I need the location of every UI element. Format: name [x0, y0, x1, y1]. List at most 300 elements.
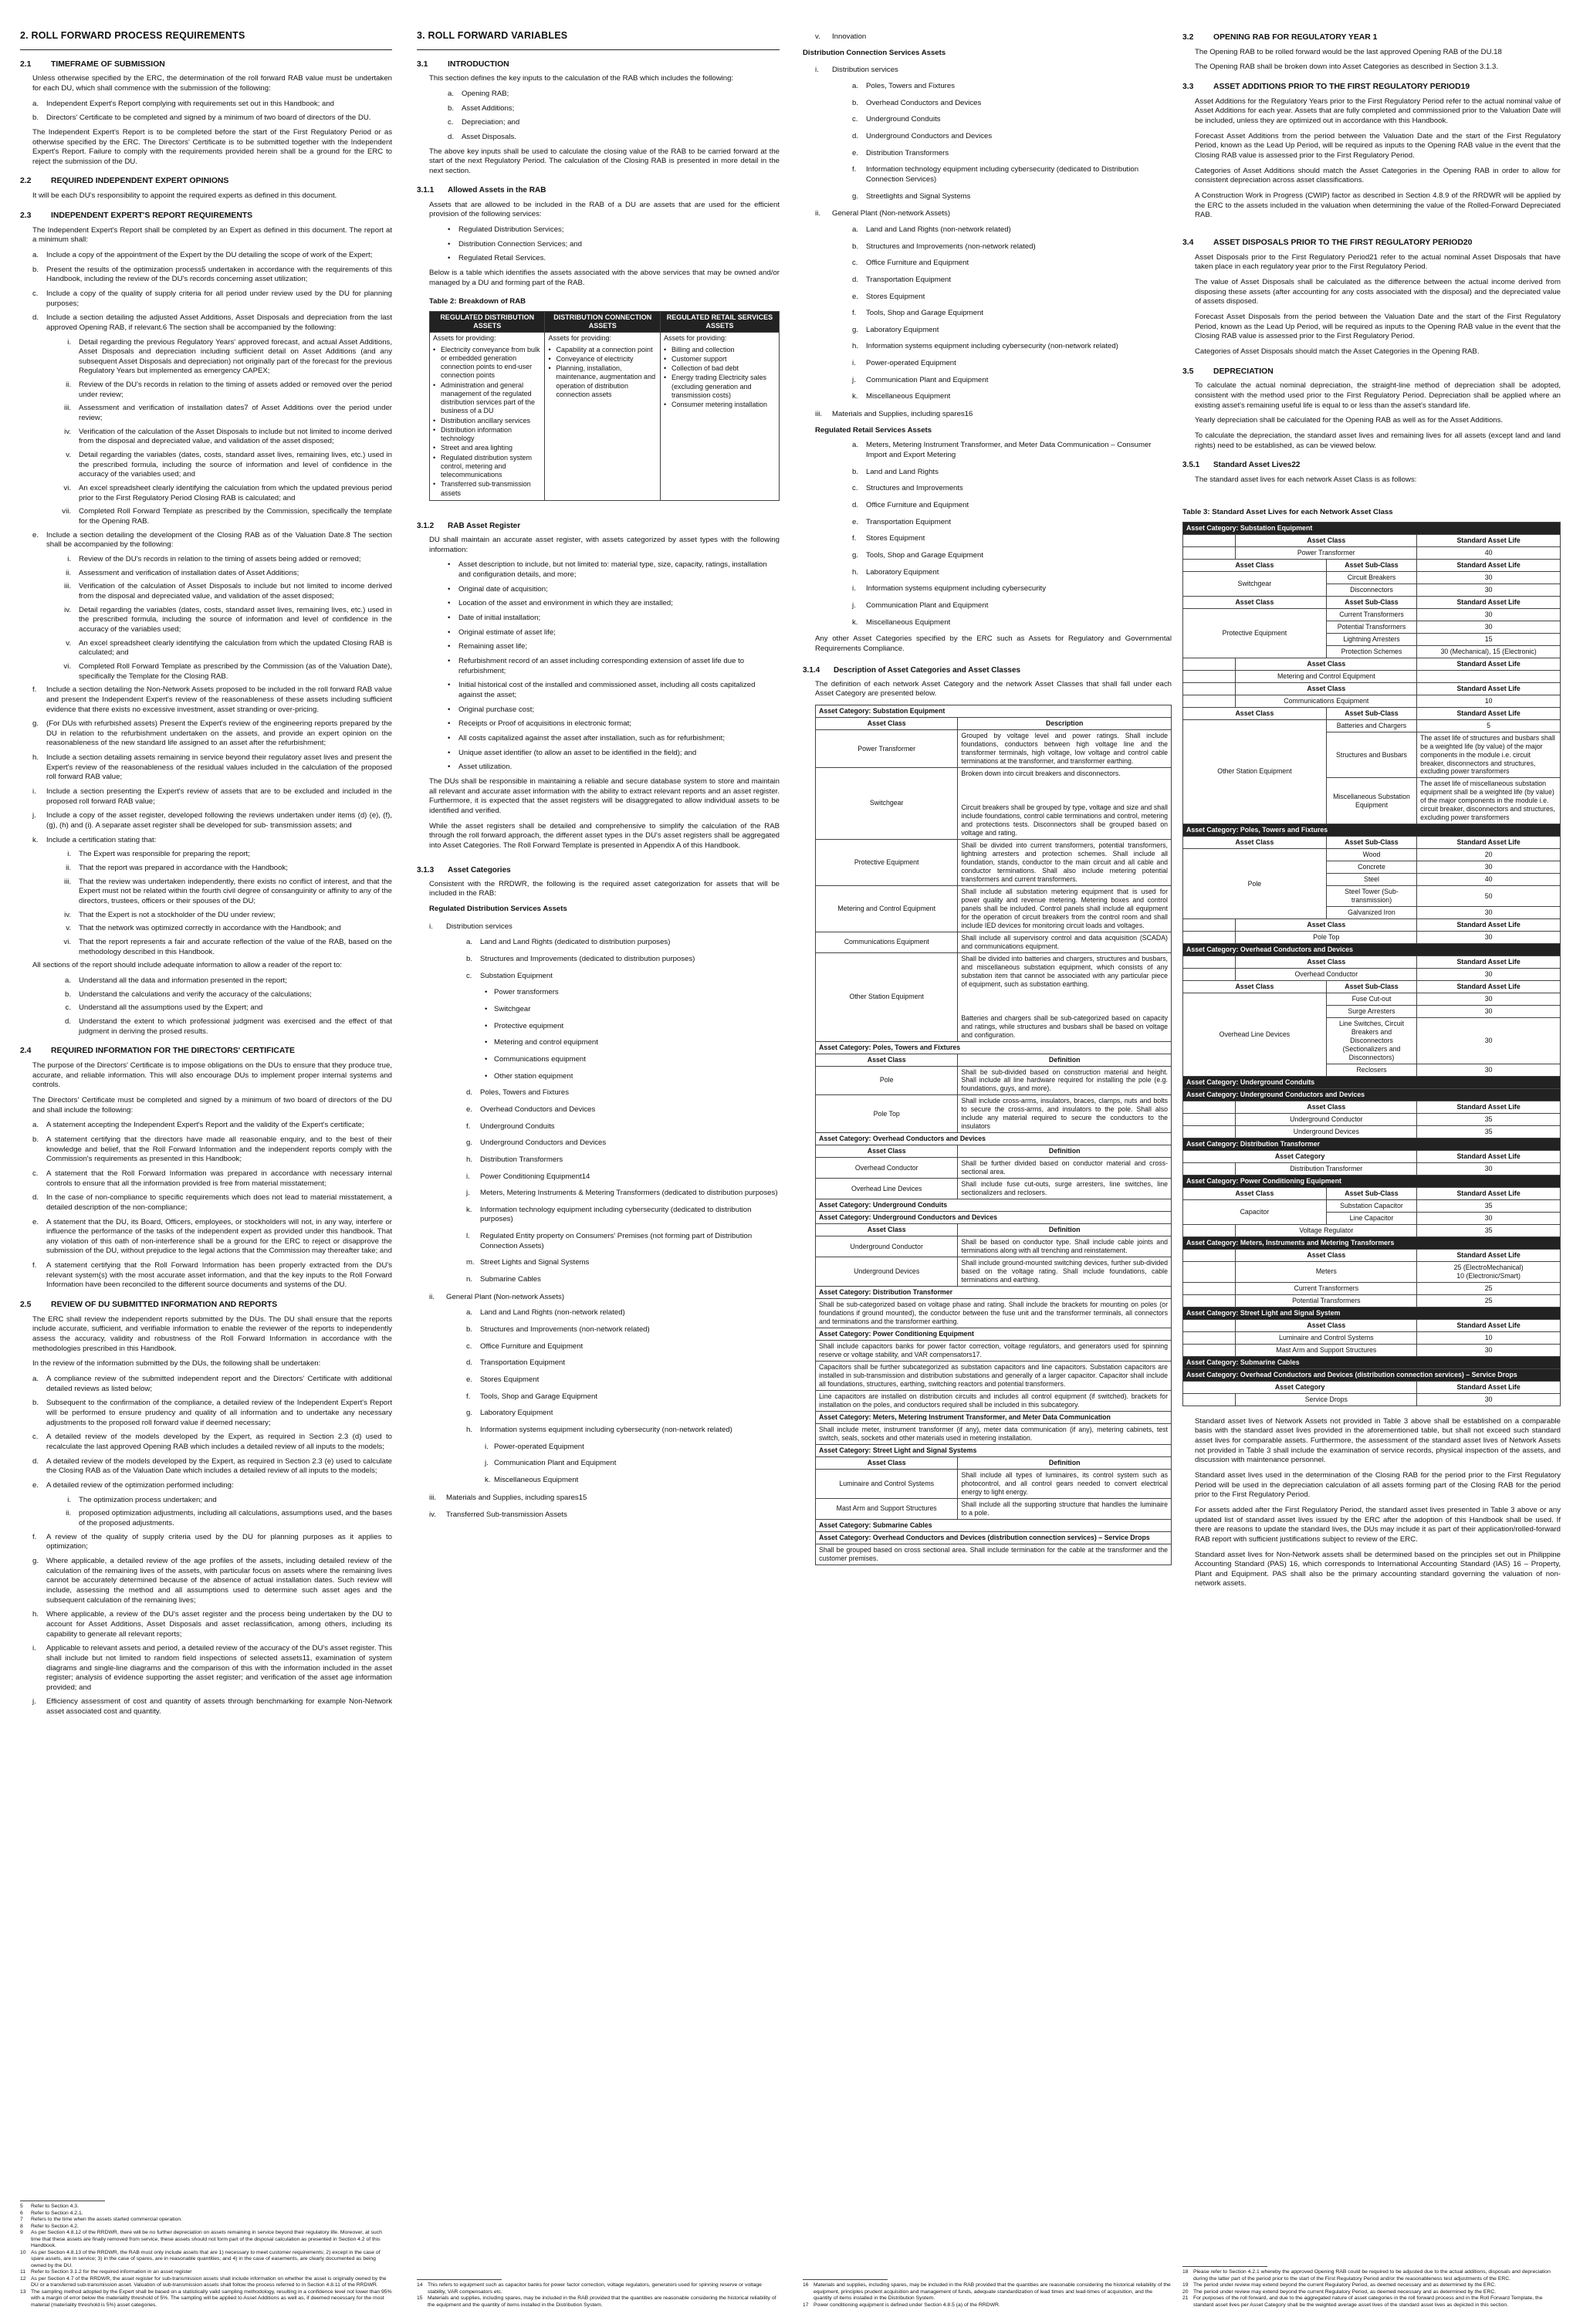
- table-caption: Table 2: Breakdown of RAB: [429, 297, 526, 306]
- list-item: b. Present the results of the optimization process5 undertaken in accordance with the requirements of this Handbook, including the review of the DU's records concerning asset utilization;: [32, 265, 392, 284]
- list-item: h. Where applicable, a review of the DU's asset register and the process being undertaken by the DU to account for Asset Additions, Asset Disposals and asset reclassification, among others, including its capability to generate all relevant reports;: [32, 1610, 392, 1639]
- table-cell: Asset Category: Meters, Instruments and Metering Transformers: [1183, 1236, 1561, 1249]
- paragraph: The Independent Expert's Report is to be completed before the start of the First Regulatory Period or as otherwise specified by the ERC. The Directors' Certificate is to be submitted together with the Independent Expert's Report. Failure to comply with the requirements provided herein shall be a ground for the ERC to reject the submission of the DU.: [32, 127, 392, 166]
- list-item: c. A statement that the Roll Forward Information was prepared in accordance with necessary internal controls to ensure that all the information provided is free from material misstatement;: [32, 1169, 392, 1188]
- table-cell: 30 (Mechanical), 15 (Electronic): [1417, 645, 1561, 658]
- table-row: Shall be sub-categorized based on voltage phase and rating. Shall include the brackets for mounting on poles (or foundations if ground mounted), the conductor between the fuse unit and the transformer terminals, all connectors and terminations and the transformer earthing.: [816, 1299, 1172, 1328]
- list-item: a. Meters, Metering Instrument Transformer, and Meter Data Communication – Consumer Import and Export Metering: [852, 441, 1152, 460]
- table-caption: Table 3: Standard Asset Lives for each Network Asset Class: [1182, 508, 1393, 517]
- footnote: 18 Please refer to Section 4.2.1 whereby the approved Opening RAB could be required to be adjusted due to the actual additions, disposals and depreciation during the latter part of the period prior to the start of the First Regulatory Period and/or the reasonableness test adjustments of the ERC.: [1182, 2269, 1551, 2282]
- table-row: Protective Equipment Shall be divided into current transformers, potential transformers, lightning arresters and protection schemes. Shall include all foundation, stands, conductor to the main circuit and all cable and conductor terminations. Shall also include metering potential transformers and current transformers.: [816, 839, 1172, 885]
- list-item: d. Transportation Equipment: [466, 1358, 566, 1368]
- table-cell: Asset Class: [1236, 919, 1417, 932]
- list-item: iv. That the Expert is not a stockholder of the DU under review;: [64, 910, 276, 919]
- list-item: c. Include a copy of the quality of supply criteria for all period under review used by the DU for planning purposes;: [32, 289, 392, 308]
- list-item: f. Underground Conduits: [466, 1121, 555, 1131]
- column-4: [1182, 23, 1561, 2309]
- table-header: Asset Class: [816, 1456, 958, 1469]
- list-item: iv. Transferred Sub-transmission Assets: [429, 1510, 567, 1520]
- table-cell: [1183, 956, 1236, 969]
- table-cell: Standard Asset Life: [1417, 956, 1561, 969]
- bullet-item: • Metering and control equipment: [485, 1038, 598, 1047]
- paragraph: DU shall maintain an accurate asset register, with assets categorized by asset types with the following information:: [429, 536, 780, 554]
- list-item: a. Independent Expert's Report complying with requirements set out in this Handbook; and: [32, 99, 335, 108]
- list-item: b. Land and Land Rights: [852, 467, 939, 476]
- table-cell: Asset Class: [1236, 534, 1417, 546]
- paragraph: The Independent Expert's Report shall be completed by an Expert as defined in this document. The report at a minimum shall:: [32, 225, 392, 245]
- table-row: Switchgear Broken down into circuit breakers and disconnectors. Circuit breakers shall be grouped by type, voltage and size and shall include foundations, control cable terminations and control, metering and protections tests. Disconnectors shall be grouped based on voltage and rating.: [816, 768, 1172, 840]
- table-cell: Asset Category: Overhead Conductors and Devices (distribution connection services) – Service Drops: [1183, 1368, 1561, 1381]
- bullet-item: • Communications equipment: [485, 1054, 586, 1064]
- table-header: REGULATED RETAIL SERVICES ASSETS: [660, 311, 779, 333]
- table-row: Overhead Line Devices Shall include fuse cut-outs, surge arresters, line switches, line sectionalizers and reclosers.: [816, 1179, 1172, 1199]
- column-3: [803, 23, 1172, 2309]
- table-cell: Asset Category: [1183, 1150, 1417, 1162]
- table-header: Definition: [958, 1145, 1172, 1158]
- table-cell: Asset Category: Submarine Cables: [1183, 1356, 1561, 1368]
- list-item: d. Transportation Equipment: [852, 275, 952, 284]
- list-item: iii. Materials and Supplies, including spares15: [429, 1493, 587, 1502]
- table-cell: Asset Category: Poles, Towers and Fixtures: [1183, 824, 1561, 837]
- table-cell: Wood: [1326, 849, 1416, 861]
- table-cell: Miscellaneous Substation Equipment: [1326, 778, 1416, 824]
- list-item: ii. That the report was prepared in accordance with the Handbook;: [66, 864, 288, 873]
- list-item: j. Communication Plant and Equipment: [852, 600, 989, 610]
- table-cell: 30: [1417, 1393, 1561, 1406]
- table-cell: Standard Asset Life: [1417, 707, 1561, 719]
- table-cell: Standard Asset Life: [1417, 1381, 1561, 1393]
- table-cell: Asset Sub-Class: [1326, 1187, 1416, 1199]
- list-item: c. Structures and Improvements: [852, 484, 963, 493]
- column-1: [20, 23, 392, 2309]
- table-bullet: • Distribution ancillary services: [433, 416, 531, 425]
- table-cell: Circuit Breakers: [1326, 571, 1416, 584]
- table-cell: Disconnectors: [1326, 584, 1416, 596]
- table-cell: Standard Asset Life: [1417, 1249, 1561, 1261]
- list-item: h. Laboratory Equipment: [852, 567, 939, 577]
- bullet-item: • All costs capitalized against the asset after installation, such as for refurbishment;: [448, 733, 726, 743]
- table-cell: [1183, 682, 1236, 695]
- paragraph: The purpose of the Directors' Certificate is to impose obligations on the DUs to ensure that they produce true, accurate, and reliable information. This will also encourage DUs to implement proper internal systems and controls.: [32, 1061, 392, 1090]
- table-row: Shall include capacitors banks for power factor correction, voltage regulators, and generators used for spinning reserve or voltage stability, and VAR compensators17.: [816, 1341, 1172, 1362]
- table-cell: Voltage Regulator: [1236, 1224, 1417, 1236]
- list-item: c. Depreciation; and: [448, 118, 520, 127]
- list-item: j. Efficiency assessment of cost and quantity of assets through benchmarking for example Non-Network asset associated cost and quantity.: [32, 1697, 392, 1717]
- table-cell: 30: [1417, 1212, 1561, 1224]
- list-item: ii. Assessment and verification of installation dates of Asset Additions;: [66, 568, 299, 577]
- table-cell: Distribution Transformer: [1236, 1162, 1417, 1175]
- subsection-heading: 2.4 REQUIRED INFORMATION FOR THE DIRECTORS' CERTIFICATE: [20, 1047, 295, 1056]
- list-item: vii. Completed Roll Forward Template as prescribed by the Commission, specifically the template for the Opening RAB.: [62, 507, 392, 526]
- table-cell: Mast Arm and Support Structures: [1236, 1344, 1417, 1356]
- bullet-item: • Power transformers: [485, 988, 559, 997]
- table-cell: 10: [1417, 1331, 1561, 1344]
- table-category-row: Asset Category: Substation Equipment: [816, 705, 1172, 718]
- table-cell: Protective Equipment: [1183, 608, 1327, 658]
- bullet-item: • Regulated Distribution Services;: [448, 225, 564, 234]
- table-cell: Concrete: [1326, 861, 1416, 874]
- table-cell: Underground Devices: [1236, 1125, 1417, 1138]
- list-item: c. Office Furniture and Equipment: [852, 259, 969, 268]
- paragraph: While the asset registers shall be detailed and comprehensive to simplify the calculation of the RAB through the roll forward approach, the different asset types in the DU's asset registers shall be aggregated into Asset Categories. The Roll Forward Template is presented in Appendix A of this Handbook.: [429, 821, 780, 850]
- table-row: Shall be grouped based on cross sectional area. Shall include termination for the cable at the transformer and the customer premises.: [816, 1544, 1172, 1565]
- list-item: f. Tools, Shop and Garage Equipment: [466, 1392, 598, 1401]
- paragraph: For assets added after the First Regulatory Period, the standard asset lives presented in Table 3 above or any updated list of standard asset lives issued by the ERC after the adoption of this Handbook shall be used. If there are reasons to update the standard lives, the DUs may include it as part of their application/rolled-forward RAB report with sufficient justifications subject to review of the ERC.: [1195, 1505, 1561, 1544]
- paragraph: Any other Asset Categories specified by the ERC such as Assets for Regulatory and Governmental Requirements Compliance.: [815, 634, 1172, 653]
- list-item: g. Laboratory Equipment: [852, 325, 939, 334]
- bullet-item: • Switchgear: [485, 1004, 531, 1013]
- list-item: k. Miscellaneous Equipment: [485, 1475, 579, 1484]
- table-row: Pole Shall be sub-divided based on construction material and height. Shall include all line hardware required for installing the pole (e.g. foundations, guys, and more).: [816, 1066, 1172, 1095]
- paragraph: Forecast Asset Additions from the period between the Valuation Date and the start of the First Regulatory Period, known as the Lead Up Period, will be required as inputs to the Opening RAB value in the event that the Closing RAB value is assessed prior to the First Regulatory Period.: [1195, 131, 1561, 161]
- table-cell: Asset Class: [1236, 682, 1417, 695]
- bullet-item: • Distribution Connection Services; and: [448, 239, 582, 249]
- list-item: e. Overhead Conductors and Devices: [466, 1104, 596, 1114]
- bullet-item: • Original date of acquisition;: [448, 584, 548, 594]
- paragraph: Yearly depreciation shall be calculated for the Opening RAB as well as for the Asset Additions.: [1195, 416, 1504, 425]
- table-cell: Asset Class: [1183, 559, 1327, 571]
- table-cell: Asset Category: [1183, 1381, 1417, 1393]
- subsection-heading: 3.1.1 Allowed Assets in the RAB: [417, 186, 546, 195]
- table-cell: Capacitor: [1183, 1199, 1327, 1224]
- footnotes: [20, 2197, 392, 2309]
- list-item: m. Street Lights and Signal Systems: [466, 1258, 590, 1267]
- table-header: Definition: [958, 1224, 1172, 1236]
- table-cell: 25: [1417, 1294, 1561, 1307]
- table-cell: 5: [1417, 719, 1561, 732]
- paragraph: Standard asset lives used in the determination of the Closing RAB for the period prior to the First Regulatory Period will be used in the depreciation calculation of all assets forming part of the Closing RAB for the period prior to the First Regulatory Period.: [1195, 1470, 1561, 1500]
- list-item: a. Land and Land Rights (dedicated to distribution purposes): [466, 938, 671, 947]
- list-item: a. A compliance review of the submitted independent report and the Directors' Certificate with additional detailed reviews as listed below;: [32, 1375, 392, 1393]
- footnote: 16 Materials and supplies, including spares, may be included in the RAB provided that the quantities are reasonable considering the historical reliability of the equipment, principles prudent acquisition and management of funds, adequate standardization of lead times and lead-times of acquisition, and the quantity of items installed in the Distribution System.: [803, 2282, 1171, 2302]
- table-cell: 40: [1417, 546, 1561, 559]
- list-item: f. A statement certifying that the Roll Forward Information has been properly extracted from the DU's relevant system(s) with the most accurate asset information, and that the key inputs to the Roll Forward Information have been reconciled to the different source documents and systems of the DU.: [32, 1261, 392, 1290]
- list-item: g. Where applicable, a detailed review of the age profiles of the assets, including detailed review of the calculation of the remaining lives of the assets, with particular focus on assets where the remaining lives cannot be accurately determined because of the absence of actual installation dates. Such review will include, assessing the method and all assumptions used to determine such asset ages and the subsequent calculation of the remaining lives;: [32, 1556, 392, 1605]
- column-2: [417, 23, 780, 2309]
- table-cell: Standard Asset Life: [1417, 1187, 1561, 1199]
- table-cell: 30: [1417, 907, 1561, 919]
- list-item: h. Information systems equipment including cybersecurity (non-network related): [466, 1426, 732, 1435]
- footnote: 9 As per Section 4.8.12 of the RRDWR, there will be no further depreciation on assets remaining in service beyond their regulatory life. Moreover, at such time that these assets are finally removed from service, these assets should not form part of the disposal calculation as presented in Section 4.2 of this Handbook.: [20, 2230, 382, 2249]
- paragraph: The ERC shall review the independent reports submitted by the DUs. The DU shall ensure that the reports include accurate, sufficient, and verifiable information to enable the reviewer of the reports to independently assess the accuracy, validity and robustness of the Roll Forward Information in accordance with the methodologies prescribed in this Handbook.: [32, 1314, 392, 1353]
- table-cell: Reclosers: [1326, 1064, 1416, 1077]
- table-cell: Asset Category: Distribution Transformer: [1183, 1138, 1561, 1150]
- list-item: vi. Completed Roll Forward Template as prescribed by the Commission (as of the Valuation Date), specifically the Template for the Closing RAB.: [63, 661, 392, 681]
- list-item: i. Distribution services: [815, 66, 898, 75]
- paragraph: Standard asset lives for Non-Network assets shall be determined based on the principles set out in Philippine Accounting Standard (PAS) 16, which corresponds to International Accounting Standard (IAS) 16 – Property, Plant and Equipment. PAS shall also be the primary accounting standard governing the valuation of non-network assets.: [1195, 1550, 1561, 1588]
- list-item: a. Land and Land Rights (non-network related): [852, 225, 1011, 234]
- footnote: 14 This refers to equipment such as capacitor banks for power factor correction, voltage regulators, generators used for spinning reserve or voltage stability, VAR compensators etc.: [417, 2282, 762, 2295]
- table-cell: Standard Asset Life: [1417, 1101, 1561, 1114]
- table-cell: Asset Category: Power Conditioning Equipment: [1183, 1175, 1561, 1187]
- paragraph: Consistent with the RRDWR, the following is the required asset categorization for assets that will be included in the RAB:: [429, 879, 780, 898]
- list-item: j. Meters, Metering Instruments & Metering Transformers (dedicated to distribution purposes): [466, 1189, 778, 1198]
- paragraph: Assets that are allowed to be included in the RAB of a DU are assets that are used for the efficient provision of the following services:: [429, 200, 780, 219]
- table-cell: 30: [1417, 1344, 1561, 1356]
- paragraph: Asset Additions for the Regulatory Years prior to the First Regulatory Period refer to the actual nominal value of Asset Additions for each year. Assets that are fully completed and commissioned prior to the Valuation Date will be included, unless they are optimized out in accordance with this Handbook.: [1195, 96, 1561, 126]
- list-item: i. Information systems equipment including cybersecurity: [852, 584, 1047, 594]
- table-category-row: Asset Category: Power Conditioning Equipment: [816, 1328, 1172, 1341]
- table-category-row: Asset Category: Submarine Cables: [816, 1519, 1172, 1531]
- table-cell: Asset Class: [1183, 981, 1327, 993]
- standard-asset-lives-table: [1182, 522, 1561, 1406]
- paragraph: It will be each DU's responsibility to appoint the required experts as defined in this document.: [32, 191, 337, 201]
- subsection-heading: 3.2 OPENING RAB FOR REGULATORY YEAR 1: [1182, 33, 1378, 42]
- table-bullet: • Regulated distribution system control, metering and telecommunications: [433, 453, 533, 479]
- list-item: a. A statement accepting the Independent Expert's Report and the validity of the Expert's certificate;: [32, 1121, 364, 1130]
- table-cell: Service Drops: [1236, 1393, 1417, 1406]
- list-item: n. Submarine Cables: [466, 1275, 541, 1284]
- paragraph: In the review of the information submitted by the DUs, the following shall be undertaken:: [32, 1359, 321, 1368]
- footnote: 17 Power conditioning equipment is defined under Section 4.8.5 (a) of the RRDWR.: [803, 2302, 1000, 2308]
- table-cell: 30: [1417, 932, 1561, 944]
- table-cell: 30: [1417, 621, 1561, 633]
- paragraph: The Opening RAB shall be broken down into Asset Categories as described in Section 3.1.3.: [1195, 63, 1499, 72]
- paragraph: The Directors' Certificate must be completed and signed by a minimum of two board of directors of the DU and shall include the following:: [32, 1095, 392, 1115]
- subsection-heading: 2.1 TIMEFRAME OF SUBMISSION: [20, 59, 165, 69]
- table-category-row: Asset Category: Overhead Conductors and Devices (distribution connection services) – Service Drops: [816, 1531, 1172, 1544]
- subsection-heading: 2.5 REVIEW OF DU SUBMITTED INFORMATION AND REPORTS: [20, 1301, 278, 1310]
- list-item: iv. Detail regarding the variables (dates, costs, standard asset lives, remaining lives, etc.) used in the prescribed formula, including the source of information and level of confidence in the accuracy of the variables used;: [64, 605, 392, 634]
- list-heading: Distribution Connection Services Assets: [803, 48, 946, 57]
- table-cell: Asset Class: [1236, 1101, 1417, 1114]
- table-cell: [1183, 1249, 1236, 1261]
- bullet-item: • Regulated Retail Services.: [448, 254, 546, 263]
- list-heading: Regulated Distribution Services Assets: [429, 905, 567, 914]
- table-bullet: • Consumer metering installation: [663, 401, 768, 409]
- table-cell: [1183, 932, 1236, 944]
- footnote: 8 Refer to Section 4.2.: [20, 2223, 79, 2229]
- list-item: e. A detailed review of the optimization performed including:: [32, 1481, 234, 1490]
- table-cell: 35: [1417, 1199, 1561, 1212]
- list-item: c. A detailed review of the models developed by the Expert, as required in Section 2.3 (d) used to recalculate the last approved Opening RAB which includes a detailed review of all inputs to the models;: [32, 1433, 392, 1452]
- section-heading: 2. ROLL FORWARD PROCESS REQUIREMENTS: [20, 29, 392, 50]
- paragraph: Below is a table which identifies the assets associated with the above services that may be owned and/or managed by a DU and forming part of the RAB.: [429, 268, 780, 287]
- table-cell: Pole Top: [1236, 932, 1417, 944]
- paragraph: To calculate the depreciation, the standard asset lives and remaining lives for all assets (except land and land rights) need to be established, as can be viewed below.: [1195, 431, 1561, 450]
- table-cell: Line Capacitor: [1326, 1212, 1416, 1224]
- footnote: 7 Refers to the time when the assets started commercial operation.: [20, 2217, 183, 2223]
- list-item: l. Regulated Entity property on Consumers' Premises (not forming part of Distribution Connection Assets): [466, 1232, 753, 1250]
- table-cell: Fuse Cut-out: [1326, 993, 1416, 1006]
- table-cell: [1183, 1331, 1236, 1344]
- list-item: k. Miscellaneous Equipment: [852, 617, 951, 627]
- table-cell: [1183, 1393, 1236, 1406]
- paragraph: Unless otherwise specified by the ERC, the determination of the roll forward RAB value must be undertaken for each DU, which shall commence with the submission of the following:: [32, 74, 392, 93]
- list-item: a. Understand all the data and information presented in the report;: [64, 976, 287, 985]
- table-cell: [1183, 969, 1236, 981]
- table-cell: 30: [1417, 1064, 1561, 1077]
- table-cell: Potential Transformers: [1326, 621, 1416, 633]
- table-cell: Asset Class: [1183, 707, 1327, 719]
- list-heading: Regulated Retail Services Assets: [815, 425, 932, 435]
- list-item: h. Include a section detailing assets remaining in service beyond their regulatory asset lives and present the Expert's review of the reasonableness of the residual values included in the calculation of the proposed roll forward RAB value;: [32, 753, 392, 782]
- paragraph: The value of Asset Disposals shall be calculated as the difference between the actual income derived from disposing these assets (after accounting for any costs associated with the disposal) and the depreciated value of assets disposed.: [1195, 278, 1561, 306]
- table-cell: [1183, 658, 1236, 670]
- list-item: i. Power Conditioning Equipment14: [466, 1172, 590, 1181]
- rab-breakdown-table: [429, 311, 780, 501]
- list-item: i. Include a section presenting the Expert's review of assets that are to be excluded and included in the proposed roll forward RAB value;: [32, 787, 392, 806]
- paragraph: Asset Disposals prior to the First Regulatory Period21 refer to the actual nominal Asset Disposals that have taken place in each regulatory year prior to the First Regulatory Period.: [1195, 252, 1561, 272]
- list-item: g. Streetlights and Signal Systems: [852, 191, 971, 201]
- table-header: DISTRIBUTION CONNECTION ASSETS: [545, 311, 660, 333]
- table-cell: Potential Transformers: [1236, 1294, 1417, 1307]
- paragraph: This section defines the key inputs to the calculation of the RAB which includes the following:: [429, 74, 734, 83]
- subsection-heading: 3.1.2 RAB Asset Register: [417, 521, 521, 530]
- table-cell: Asset Category: Street Light and Signal System: [1183, 1307, 1561, 1319]
- table-cell: Steel: [1326, 874, 1416, 886]
- table-cell: Standard Asset Life: [1417, 596, 1561, 608]
- table-cell: Asset Category: Underground Conductors and Devices: [1183, 1089, 1561, 1101]
- table-cell: 30: [1417, 1006, 1561, 1018]
- table-row: Capacitors shall be further subcategorized as substation capacitors and line capacitors. Substation capacitors are installed in sub-transmission and distribution substations and generally of a larger capacitor. Capacitor shall include all foundations, structures, earthing, switching reactors and potential transformers.: [816, 1362, 1172, 1391]
- list-item: d. Underground Conductors and Devices: [852, 131, 993, 140]
- table-cell: Meters: [1236, 1261, 1417, 1282]
- list-item: iii. That the review was undertaken independently, there exists no conflict of interest, and that the Expert must not be related within the fourth civil degree of consanguinity or affinity to any of the directors, trustees, officers or their spouses of the DU;: [63, 877, 392, 906]
- table-cell: Overhead Line Devices: [1183, 993, 1327, 1077]
- table-cell: Protection Schemes: [1326, 645, 1416, 658]
- list-item: a. Include a copy of the appointment of the Expert by the DU detailing the scope of work of the Expert;: [32, 250, 373, 259]
- table-cell: Asset Category: Substation Equipment: [1183, 522, 1561, 534]
- table-bullet: • Capability at a connection point: [548, 345, 653, 354]
- table-cell: Asset Class: [1236, 658, 1417, 670]
- table-cell: [1183, 546, 1236, 559]
- subsection-heading: 3.4 ASSET DISPOSALS PRIOR TO THE FIRST REGULATORY PERIOD20: [1182, 238, 1473, 247]
- table-cell: Luminaire and Control Systems: [1236, 1331, 1417, 1344]
- list-item: b. A statement certifying that the directors have made all reasonable enquiry, and to the best of their knowledge and belief, that the Roll Forward Information and the independent reports comply with the Commission's requirements as presented in this Handbook;: [32, 1135, 392, 1164]
- table-cell: Asset Class: [1236, 1319, 1417, 1331]
- table-bullet: • Transferred sub-transmission assets: [433, 480, 531, 497]
- list-item: b. Understand the calculations and verify the accuracy of the calculations;: [64, 989, 312, 999]
- list-item: i. Detail regarding the previous Regulatory Years' approved forecast, and actual Asset Additions, Asset Disposals and depreciation including sufficient detail on Asset Additions (and any subsequent Asset Disposals and depreciation) not originally part of the forecast for the previous Regulatory Years but implemented as emergency CAPEX;: [67, 337, 392, 376]
- list-item: b. Subsequent to the confirmation of the compliance, a detailed review of the Independent Expert's Report will be performed to ensure prudency and quality of all information and to undertake any necessary adjustments to the proposed roll forward value if deemed necessary;: [32, 1399, 392, 1427]
- table-cell: Steel Tower (Sub-transmission): [1326, 886, 1416, 907]
- table-cell: Structures and Busbars: [1326, 732, 1416, 778]
- footnote: 12 As per Section 4.7 of the RRDWR, the asset register for sub-transmission assets shall include information on whether the asset is originally owned by the DU or a transferred sub-transmission asset. Valuation of sub-transmission assets shall follow the process referred to in Section 4.8.11 of the RRDWR.: [20, 2275, 387, 2288]
- table-cell: The asset life of miscellaneous substation equipment shall be a weighted life (by value) of the major components in the module i.e. circuit breaker, disconnectors and structures, excluding power transformers: [1417, 778, 1561, 824]
- table-cell: [1183, 1282, 1236, 1294]
- table-cell: Surge Arresters: [1326, 1006, 1416, 1018]
- list-item: b. Directors' Certificate to be completed and signed by a minimum of two board of directors of the DU.: [32, 113, 371, 123]
- list-item: d. A detailed review of the models developed by the Expert, as required in Section 2.3 (e) used to calculate the Closing RAB as of the Valuation Date which includes a detailed review of all inputs to the models;: [32, 1456, 392, 1476]
- footnote: 20 The period under review may extend beyond the current Regulatory Period, as deemed necessary and as determined by the ERC.: [1182, 2288, 1497, 2295]
- table-cell: Asset Class: [1183, 596, 1327, 608]
- list: [32, 100, 392, 123]
- bullet-item: • Asset description to include, but not limited to: material type, size, capacity, ratings, installation and configuration details, and more;: [448, 560, 767, 580]
- table-header: Asset Class: [816, 1224, 958, 1236]
- list-item: v. Detail regarding the variables (dates, costs, standard asset lives, remaining lives, etc.) used in the prescribed formula, including the source of information and level of confidence in the accuracy of the variables used; and: [66, 451, 392, 479]
- list-item: b. Structures and Improvements (non-network related): [466, 1325, 650, 1335]
- paragraph: Categories of Asset Additions should match the Asset Categories in the Opening RAB in order to allow for consistent depreciation across asset classifications.: [1195, 166, 1561, 185]
- table-bullet: • Energy trading Electricity sales (excluding generation and transmission costs): [663, 374, 767, 399]
- table-cell: Other Station Equipment: [1183, 719, 1327, 824]
- list-item: d. In the case of non-compliance to specific requirements which does not lead to material misstatement, a detailed description of the non-compliance;: [32, 1193, 392, 1212]
- list-item: f. Information technology equipment including cybersecurity (dedicated to Distribution Connection Services): [852, 165, 1139, 184]
- table-row: Overhead Conductor Shall be further divided based on conductor material and cross-sectional area.: [816, 1158, 1172, 1179]
- table-bullet: • Collection of bad debt: [663, 364, 739, 373]
- table-bullet: • Administration and general management of the regulated distribution services part of the business of a DU: [433, 381, 536, 415]
- table-cell: Standard Asset Life: [1417, 658, 1561, 670]
- table-bullet: • Customer support: [663, 354, 727, 363]
- paragraph: Categories of Asset Disposals should match the Asset Categories in the Opening RAB.: [1195, 347, 1480, 356]
- subsection-heading: 3.5 DEPRECIATION: [1182, 367, 1274, 376]
- table-cell: [1183, 1261, 1236, 1282]
- footnote: 19 The period under review may extend beyond the current Regulatory Period, as deemed necessary and as determined by the ERC.: [1182, 2282, 1497, 2288]
- footnotes: [417, 2276, 780, 2309]
- table-header: Asset Class: [816, 1145, 958, 1158]
- table-cell: 30: [1417, 861, 1561, 874]
- list-item: a. Land and Land Rights (non-network related): [466, 1308, 625, 1318]
- table-cell: 30: [1417, 584, 1561, 596]
- list-item: c. Understand all the assumptions used by the Expert; and: [65, 1003, 263, 1013]
- footnotes: [1182, 2263, 1561, 2309]
- table-header: Asset Class: [816, 718, 958, 730]
- table-row: Line capacitors are installed on distribution circuits and includes all control equipment (if switched). brackets for installation on the poles, and conductors required shall be included in this subcategory.: [816, 1391, 1172, 1412]
- list-item: j. Include a copy of the asset register, developed following the reviews undertaken under items (d) (e), (f), (g), (h) and (i). A separate asset register shall be developed for sub- transmission assets; and: [32, 811, 392, 830]
- bullet-item: • Other station equipment: [485, 1071, 573, 1081]
- table-cell: Asset Category: Overhead Conductors and Devices: [1183, 944, 1561, 956]
- list-item: b. Asset Additions;: [448, 103, 515, 113]
- paragraph: A Construction Work in Progress (CWIP) factor as described in Section 4.8.9 of the RRDWR will be applied by the ERC to the assets included in the valuation when determining the value of the Rolled-Forward Depreciated RAB.: [1195, 191, 1561, 220]
- table-cell: Power Transformer: [1236, 546, 1417, 559]
- list-item: i. Review of the DU's records in relation to the timing of assets being added or removed;: [67, 554, 361, 563]
- subsection-heading: 3.1 INTRODUCTION: [417, 59, 509, 69]
- table-header: REGULATED DISTRIBUTION ASSETS: [430, 311, 545, 333]
- list-item: d. Understand the extent to which professional judgment was exercised and the effect of that judgment in deriving the prosed results.: [64, 1017, 392, 1036]
- table-category-row: Asset Category: Underground Conductors and Devices: [816, 1212, 1172, 1224]
- table-cell: 30: [1417, 993, 1561, 1006]
- table-row: Mast Arm and Support Structures Shall include all the supporting structure that handles the luminaire to a pole.: [816, 1498, 1172, 1519]
- footnotes: [803, 2276, 1172, 2309]
- table-cell: Standard Asset Life: [1417, 682, 1561, 695]
- list-item: v. An excel spreadsheet clearly identifying the calculation from which the updated Closing RAB is calculated; and: [66, 638, 392, 658]
- paragraph: All sections of the report should include adequate information to allow a reader of the report to:: [32, 961, 343, 970]
- table-row: Underground Conductor Shall be based on conductor type. Shall include cable joints and terminations along with all trenching and reinstatement.: [816, 1236, 1172, 1257]
- list-item: b. Structures and Improvements (dedicated to distribution purposes): [466, 954, 695, 963]
- table-cell: [1183, 695, 1236, 707]
- paragraph: The above key inputs shall be used to calculate the closing value of the RAB to be carried forward at the start of the next Regulatory Period. The calculation of the Closing RAB is presented in more detail in the next section.: [429, 147, 780, 175]
- footnote: 11 Refer to Section 3.1.2 for the required information in an asset register: [20, 2269, 192, 2275]
- list-item: vi. That the report represents a fair and accurate reflection of the value of the RAB, based on the methodology described in this Handbook.: [63, 937, 392, 956]
- list-item: e. A statement that the DU, its Board, Officers, employees, or stockholders will not, in any way, interfere or influence the performance of the tasks of the independent expert as provided under this handbook. That any violation of this oath of non-interference shall be a ground for the ERC to reject or disapprove the submission of the DU, without prejudice to the legal actions that the Commission may thereafter take; and: [32, 1217, 392, 1256]
- bullet-item: • Protective equipment: [485, 1021, 564, 1030]
- subsection-heading: 3.3 ASSET ADDITIONS PRIOR TO THE FIRST REGULATORY PERIOD19: [1182, 83, 1470, 92]
- list-item: f. A review of the quality of supply criteria used by the DU for planning purposes as it applies to optimization;: [32, 1532, 392, 1551]
- list-item: f. Include a section detailing the Non-Network Assets proposed to be included in the roll forward RAB value and present the Independent Expert's review of the reasonableness of these assets including sufficient evidence that there exists no excessive investment, asset stranding or over-pricing.: [32, 685, 392, 714]
- footnote: 13 The sampling method adopted by the Expert shall be based on a statistically valid sampling methodology, resulting in a confidence level not lower than 95% with a margin of error below the materiality threshold of 5%. The sampling will be applied to Asset Additions as well as, if deemed necessary for the most material (materiality threshold is 5%) asset categories.: [20, 2288, 392, 2308]
- list-item: a. Opening RAB;: [448, 89, 509, 98]
- table-cell: Standard Asset Life: [1417, 1319, 1561, 1331]
- table-cell: Standard Asset Life: [1417, 1150, 1561, 1162]
- list-item: v. Innovation: [815, 32, 867, 41]
- table-cell: Assets for providing: • Electricity conveyance from bulk or embedded generation connection points to end-user connection points • Administration and general management of the regulated distribution services part of the business of a DU • Distribution ancillary services • Distribution information technology • Street and area lighting • Regulated distribution system control, metering and telecommunications • Transferred sub-transmission assets: [430, 333, 545, 501]
- list-item: ii. Review of the DU's records in relation to the timing of assets added or removed over the period under review;: [66, 381, 392, 399]
- paragraph: The standard asset lives for each network Asset Class is as follows:: [1195, 475, 1417, 484]
- table-cell: 35: [1417, 1224, 1561, 1236]
- table-cell: Switchgear: [1183, 571, 1327, 596]
- table-cell: Assets for providing: • Billing and collection • Customer support • Collection of bad debt • Energy trading Electricity sales (excluding generation and transmission costs) • Consumer metering installation: [660, 333, 779, 501]
- table-cell: 25: [1417, 1282, 1561, 1294]
- list-item: a. Poles, Towers and Fixtures: [852, 81, 955, 90]
- table-cell: 25 (ElectroMechanical) 10 (Electronic/Smart): [1417, 1261, 1561, 1282]
- table-cell: 30: [1417, 969, 1561, 981]
- list-item: g. Laboratory Equipment: [466, 1409, 553, 1418]
- paragraph: The DUs shall be responsible in maintaining a reliable and secure database system to store and maintain all relevant and accurate asset information with the ability to extract relevant reports and an asset register. Furthermore, it is expected that the asset registers will be disaggregated to allow individual assets to be identified and verified.: [429, 776, 780, 815]
- table-row: Communications Equipment Shall include all supervisory control and data acquisition (SCADA) and communications equipment.: [816, 932, 1172, 952]
- paragraph: Standard asset lives of Network Assets not provided in Table 3 above shall be established on a comparable basis with the standard asset lives provided in the aforementioned table, but shall not exceed such standard asset lives for comparable assets. Furthermore, the assessment of the standard asset lives of Network Assets not provided in Table 3 shall include the examination of service records, physical inspection of the assets, and discussion with maintenance personnel.: [1195, 1416, 1561, 1465]
- list-item: d. Office Furniture and Equipment: [852, 501, 969, 510]
- bullet-item: • Remaining asset life;: [448, 642, 528, 651]
